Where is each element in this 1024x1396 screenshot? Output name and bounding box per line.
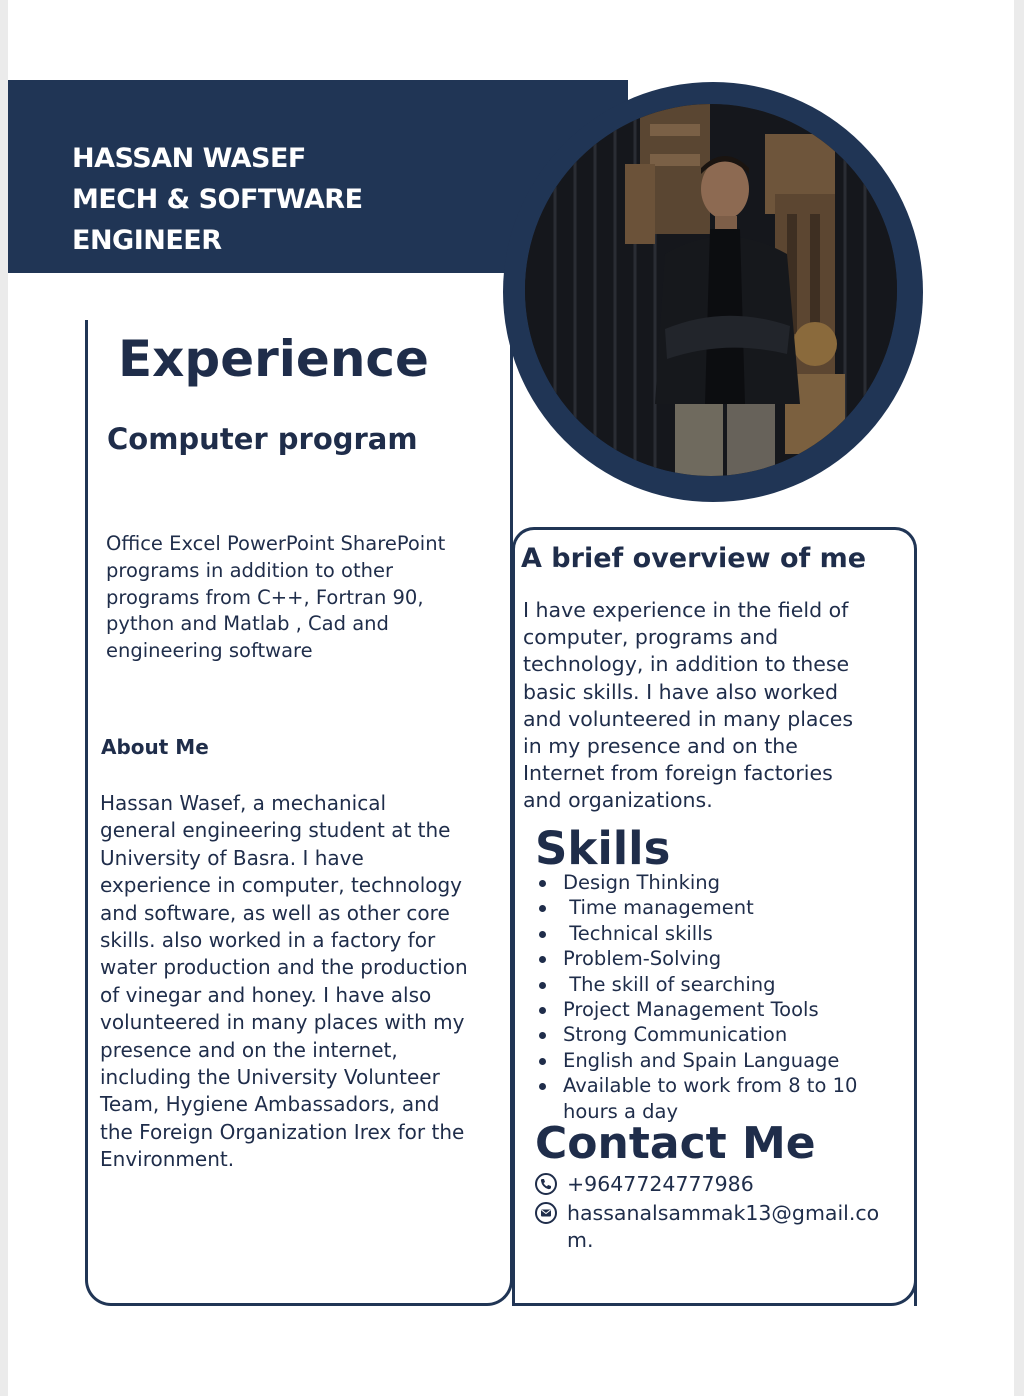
skill-item: Technical skills <box>535 921 905 946</box>
about-description: Hassan Wasef, a mechanical general engineering student at the University of Basra. I have experience in computer, technology and software, as well as other core skills. also worked in a factory for water production and the production of vinegar and honey. I have also volunteered in many places with my presence and on the internet, including the University Volunteer Team, Hygiene Ambassadors, and the Foreign Organization Irex for the Environment. <box>100 791 468 1172</box>
header-title <box>72 138 492 261</box>
email-icon <box>535 1202 557 1224</box>
profile-photo <box>525 104 897 476</box>
experience-subheading: Computer program <box>107 422 418 456</box>
header-role-line-2: ENGINEER <box>72 225 222 256</box>
header-name: HASSAN WASEF <box>72 143 306 174</box>
skills-list <box>535 870 905 1124</box>
contact-phone-text: +9647724777986 <box>567 1172 754 1196</box>
contact-phone[interactable] <box>535 1171 905 1198</box>
phone-icon <box>535 1173 557 1195</box>
overview-description: I have experience in the field of computer, programs and technology, in addition to these basic skills. I have also worked and volunteered in many places in my presence and on the Internet from foreign factories and organizations. <box>523 598 854 813</box>
contact-email-text: hassanalsammak13@gmail.com. <box>567 1201 880 1252</box>
experience-description: Office Excel PowerPoint SharePoint programs in addition to other programs from C++, Fortran 90, python and Matlab , Cad and engineering software <box>106 532 446 663</box>
about-heading: About Me <box>101 735 209 759</box>
skill-item: Design Thinking <box>535 870 905 895</box>
skills-heading: Skills <box>535 822 671 875</box>
skill-item: Project Management Tools <box>535 997 905 1022</box>
experience-heading: Experience <box>118 330 429 388</box>
contact-heading: Contact Me <box>535 1118 816 1169</box>
skill-item: Strong Communication <box>535 1022 905 1047</box>
overview-heading: A brief overview of me <box>521 543 867 574</box>
skill-item: Problem-Solving <box>535 946 905 971</box>
skill-item: Time management <box>535 895 905 920</box>
skill-item: The skill of searching <box>535 972 905 997</box>
skill-item: Available to work from 8 to 10 hours a day <box>535 1073 905 1124</box>
skill-item: English and Spain Language <box>535 1048 905 1073</box>
header-role-line-1: MECH & SOFTWARE <box>72 184 363 215</box>
contact-email[interactable] <box>535 1200 905 1254</box>
right-column-frame-bottom <box>514 1260 917 1306</box>
